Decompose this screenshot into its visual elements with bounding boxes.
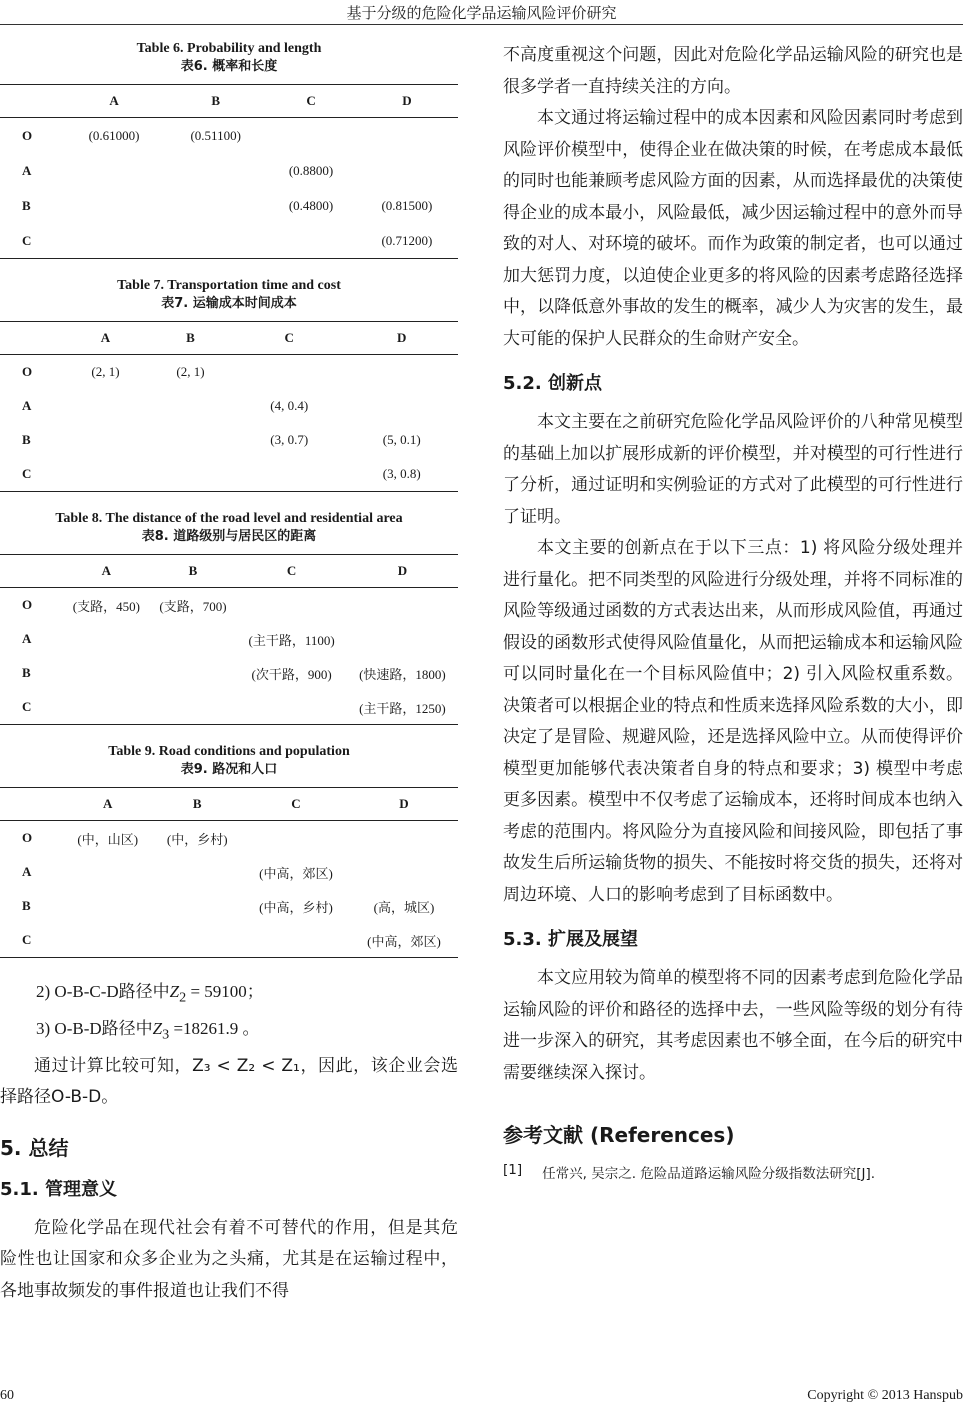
- table-cell: (中高，郊区): [367, 933, 441, 949]
- reference-number: [1]: [503, 1162, 523, 1178]
- table-cell: [233, 457, 345, 492]
- table-header-cell: B: [148, 322, 233, 355]
- table-cell: (0.81500): [381, 197, 433, 213]
- table-cell: (3, 0.7): [270, 432, 309, 447]
- section-5-2-heading: 5.2. 创新点: [503, 373, 602, 394]
- table-cell: [165, 223, 266, 259]
- table-row: [0, 923, 458, 958]
- table-cell: [236, 690, 347, 725]
- eq2-prefix: 2) O-B-C-D路径中: [36, 982, 170, 1001]
- table-row: [0, 457, 458, 492]
- row-header-cell: C: [22, 699, 32, 714]
- table-cell: (中高，乡村): [259, 899, 333, 915]
- reference-text: 任常兴, 吴宗之. 危险品道路运输风险分级指数法研究[J].: [542, 1166, 876, 1182]
- table-cell: (0.51100): [190, 127, 241, 143]
- table-row: [0, 389, 458, 423]
- table-row: [0, 889, 458, 923]
- table-header-cell: A: [63, 788, 152, 821]
- table-row: [0, 153, 458, 188]
- row-header-cell: O: [22, 830, 33, 845]
- table-cell: (主干路，1100): [248, 632, 335, 648]
- section-5-3-paragraph: 本文应用较为简单的模型将不同的因素考虑到危险化学品运输风险的评价和路径的选择中去，一些风险等级的划分有待进一步深入的研究，其考虑因素也不够全面，在今后的研究中需要继续深入探讨。: [503, 968, 963, 1083]
- running-header: 基于分级的危险化学品运输风险评价研究: [346, 4, 617, 22]
- table-cell: (2, 1): [176, 364, 205, 379]
- table-cell: (中高，郊区): [259, 865, 333, 881]
- table-cell: [63, 690, 150, 725]
- table-row: [0, 355, 458, 390]
- table-row: [0, 855, 458, 889]
- copyright: Copyright © 2013 Hanspub: [807, 1388, 963, 1403]
- table-cell: [63, 457, 148, 492]
- table-row: [0, 656, 458, 690]
- data-table: [0, 787, 458, 958]
- table-caption-zh: 表9. 路况和人口: [180, 762, 278, 777]
- table-cell: (中，乡村): [166, 831, 228, 847]
- table-row: [0, 821, 458, 856]
- table-cell: [350, 821, 458, 856]
- table-cell: [266, 223, 356, 259]
- table-cell: [63, 622, 150, 656]
- table-caption-zh: 表7. 运输成本时间成本: [161, 296, 297, 311]
- table-cell: [345, 389, 458, 423]
- table-cell: [63, 153, 165, 188]
- table-cell: (0.8800): [288, 162, 334, 178]
- table-caption-zh: 表8. 道路级别与居民区的距离: [141, 529, 317, 544]
- table-header-cell: C: [242, 788, 350, 821]
- table-cell: (0.4800): [288, 197, 334, 213]
- table-row: [0, 188, 458, 223]
- row-header-cell: A: [22, 864, 32, 879]
- row-header-cell: A: [22, 631, 32, 646]
- table-cell: [63, 889, 152, 923]
- row-header-cell: B: [22, 432, 31, 447]
- table-cell: [148, 457, 233, 492]
- data-table: [0, 321, 458, 492]
- table-row: [0, 588, 458, 623]
- table-cell: [152, 889, 241, 923]
- table-cell: [150, 656, 237, 690]
- table-caption-zh: 表6. 概率和长度: [180, 59, 278, 74]
- reference-item: [503, 1162, 963, 1182]
- row-header-cell: B: [22, 197, 31, 213]
- table-header-cell: D: [356, 85, 458, 118]
- table-cell: [345, 355, 458, 390]
- table-header-cell: A: [63, 555, 150, 588]
- table-block: [0, 510, 458, 725]
- table-cell: [356, 118, 458, 154]
- table-cell: (0.61000): [88, 127, 140, 143]
- section-5-heading: 5. 总结: [0, 1135, 69, 1160]
- table-cell: [150, 690, 237, 725]
- table-block: [0, 277, 458, 492]
- row-header-cell: O: [22, 127, 33, 143]
- data-table: [0, 554, 458, 725]
- eq3-sub: 3: [162, 1026, 170, 1043]
- table-row: [0, 423, 458, 457]
- right-column: [503, 40, 963, 1182]
- table-row: [0, 690, 458, 725]
- table-cell: [150, 622, 237, 656]
- table-header-cell: D: [345, 322, 458, 355]
- table-block: [0, 743, 458, 958]
- table-header-cell: [0, 322, 63, 355]
- table-cell: [236, 588, 347, 623]
- table-cell: [233, 355, 345, 390]
- table-header-cell: A: [63, 322, 148, 355]
- table-cell: (5, 0.1): [382, 432, 421, 447]
- row-header-cell: A: [22, 162, 32, 178]
- table-cell: [148, 423, 233, 457]
- table-cell: [63, 223, 165, 259]
- table-cell: (主干路，1250): [359, 700, 446, 716]
- table-header-cell: [0, 788, 63, 821]
- tables-container: [0, 40, 458, 958]
- table-header-cell: C: [266, 85, 356, 118]
- table-cell: (2, 1): [91, 364, 120, 379]
- eq2-sub: 2: [179, 989, 187, 1006]
- table-caption-en: Table 8. The distance of the road level and residential area: [55, 511, 403, 526]
- eq3-var: Z: [152, 1019, 163, 1039]
- table-cell: (高，城区): [373, 899, 435, 915]
- row-header-cell: B: [22, 665, 31, 680]
- eq3-rhs: =18261.9 。: [169, 1019, 260, 1039]
- table-header-cell: B: [152, 788, 241, 821]
- section-5-1-heading: 5.1. 管理意义: [0, 1178, 117, 1200]
- table-cell: [347, 588, 458, 623]
- table-row: [0, 118, 458, 154]
- eq2-var: Z: [169, 982, 180, 1001]
- row-header-cell: C: [22, 466, 32, 481]
- table-cell: [63, 423, 148, 457]
- table-header-cell: A: [63, 85, 165, 118]
- section-5-3-heading: 5.3. 扩展及展望: [503, 929, 638, 950]
- left-column: [0, 40, 458, 1307]
- table-cell: [148, 389, 233, 423]
- table-cell: [347, 622, 458, 656]
- section-5-1-paragraph: 危险化学品在现代社会有着不可替代的作用，但是其危险性也让国家和众多企业为之头痛，尤其是在运输过程中，各地事故频发的事件报道也让我们不得: [0, 1217, 458, 1301]
- table-caption-en: Table 7. Transportation time and cost: [117, 278, 341, 293]
- table-cell: (0.71200): [381, 232, 433, 248]
- header-rule: [0, 24, 963, 25]
- row-header-cell: C: [22, 932, 32, 947]
- row-header-cell: C: [22, 232, 32, 248]
- section-5-2-paragraph-2: 本文主要的创新点在于以下三点：1) 将风险分级处理并进行量化。把不同类型的风险进行分级处理，并将不同标准的风险等级通过函数的方式表达出来，从而形成风险值，再通过假设的函数形式使得风险值量化，从而把运输成本和运输风险可以同时量化在一个目标风险值中；2) 引入风险权重系数。决策者可以根据企业的特点和性质来选择风险系数的大小，即决定了是冒险、规避风险，还是选择风险中立。从而使得评价模型更加能够代表决策者自身的特点和要求；3) 模型中考虑更多因素。模型中不仅考虑了运输成本，还将时间成本也纳入考虑的范围内。将风险分为直接风险和间接风险，即包括了事故发生后所运输货物的损失、不能按时将交货的损失，还将对周边环境、人口的影响考虑到了目标函数中。: [503, 538, 963, 905]
- table-cell: [350, 855, 458, 889]
- table-cell: [242, 923, 350, 958]
- table-header-cell: [0, 85, 63, 118]
- table-cell: [63, 656, 150, 690]
- page-number: 60: [0, 1388, 14, 1403]
- table-cell: (中，山区): [77, 831, 139, 847]
- table-header-cell: [0, 555, 63, 588]
- table-block: [0, 40, 458, 259]
- table-cell: (支路，450): [72, 598, 140, 614]
- table-cell: [165, 153, 266, 188]
- table-cell: (支路，700): [159, 598, 227, 614]
- table-caption-en: Table 9. Road conditions and population: [108, 744, 350, 759]
- table-header-cell: D: [350, 788, 458, 821]
- table-cell: (3, 0.8): [382, 466, 421, 481]
- table-header-cell: D: [347, 555, 458, 588]
- table-cell: (次干路，900): [251, 666, 332, 682]
- row-header-cell: B: [22, 898, 31, 913]
- table-header-cell: C: [233, 322, 345, 355]
- table-cell: [63, 855, 152, 889]
- model-paragraph: 本文通过将运输过程中的成本因素和风险因素同时考虑到风险评价模型中，使得企业在做决策的时候，在考虑成本最低的同时也能兼顾考虑风险方面的因素，从而选择最优的决策使得企业的成本最小，风险最低，减少因运输过程中的意外而导致的对人、对环境的破坏。而作为政策的制定者，也可以通过加大惩罚力度，以迫使企业更多的将风险的因素考虑路径选择中，以降低意外事故的发生的概率，减少人为灾害的发生，最大可能的保护人民群众的生命财产安全。: [503, 108, 963, 349]
- eq3-prefix: 3) O-B-D路径中: [36, 1019, 153, 1039]
- row-header-cell: O: [22, 364, 33, 379]
- section-5-2-paragraph-1: 本文主要在之前研究危险化学品风险评价的八种常见模型的基础上加以扩展形成新的评价模型，并对模型的可行性进行了分析，通过证明和实例验证的方式对了此模型的可行性进行了证明。: [503, 412, 963, 527]
- table-cell: [242, 821, 350, 856]
- table-cell: [266, 118, 356, 154]
- table-cell: [165, 188, 266, 223]
- table-row: [0, 223, 458, 259]
- table-cell: [356, 153, 458, 188]
- table-header-cell: B: [150, 555, 237, 588]
- row-header-cell: O: [22, 597, 33, 612]
- continued-paragraph: 不高度重视这个问题，因此对危险化学品运输风险的研究也是很多学者一直持续关注的方向。: [503, 45, 963, 97]
- table-row: [0, 622, 458, 656]
- equation-3: [0, 1013, 458, 1050]
- table-cell: [63, 188, 165, 223]
- table-header-cell: C: [236, 555, 347, 588]
- table-caption-en: Table 6. Probability and length: [136, 41, 322, 56]
- table-cell: (快速路，1800): [359, 666, 446, 682]
- table-cell: [152, 855, 241, 889]
- eq2-rhs: = 59100；: [186, 982, 264, 1001]
- table-header-cell: B: [165, 85, 266, 118]
- table-cell: [152, 923, 241, 958]
- comparison-paragraph: 通过计算比较可知，Z₃ < Z₂ < Z₁，因此，该企业会选择路径O-B-D。: [0, 1055, 458, 1108]
- row-header-cell: A: [22, 398, 32, 413]
- table-cell: [63, 389, 148, 423]
- table-cell: (4, 0.4): [270, 398, 309, 413]
- equation-2: [0, 976, 458, 1013]
- data-table: [0, 84, 458, 259]
- table-cell: [63, 923, 152, 958]
- references-heading: 参考文献 (References): [503, 1123, 735, 1147]
